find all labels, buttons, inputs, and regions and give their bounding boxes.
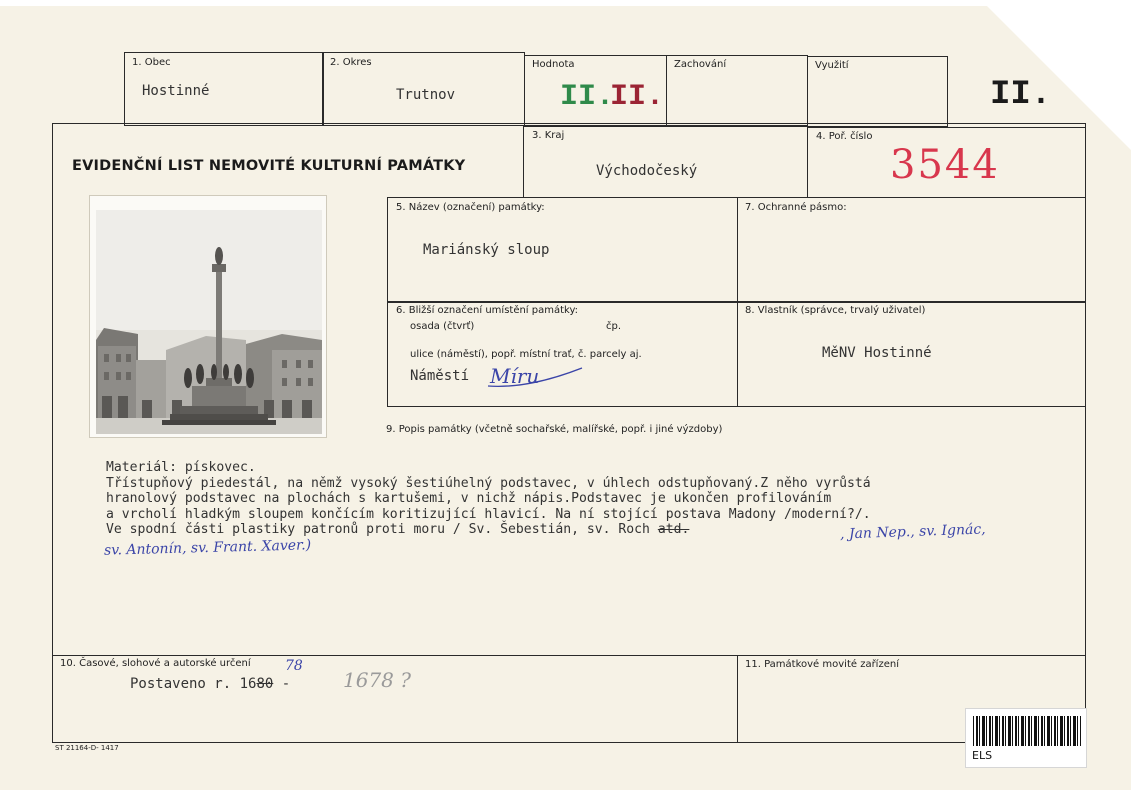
- nazev-value: Mariánský sloup: [423, 242, 550, 258]
- hodnota-stamp-red: II.: [610, 80, 665, 114]
- ochranne-pasmo-label: 7. Ochranné pásmo:: [745, 202, 847, 213]
- umisteni-value: Náměstí: [410, 368, 470, 384]
- urceni-label: 10. Časové, slohové a autorské určení: [60, 658, 251, 669]
- marian-column-photo-icon: [96, 210, 322, 434]
- cp-label: čp.: [606, 321, 622, 332]
- urceni-value: Postaveno r. 1680 -: [130, 676, 291, 692]
- popis-line: hranolový podstavec na plochách s kartušemi, v nichž nápis.Podstavec je ukončen profilováním: [106, 491, 832, 507]
- por-cislo-label: 4. Poř. číslo: [816, 131, 873, 142]
- popis-line: a vrcholí hladkým sloupem končícím koritizující hlavicí. Na ní stojící postava Madony /moderní?/.: [106, 506, 871, 522]
- category-stamp: II.: [990, 76, 1052, 114]
- kraj-box: [523, 125, 808, 198]
- zachovani-label: Zachování: [674, 59, 727, 70]
- zarizeni-label: 11. Památkové movité zařízení: [745, 659, 899, 670]
- monument-photo: [89, 195, 327, 438]
- popis-handwritten-2: sv. Antonín, sv. Frant. Xaver.): [103, 537, 312, 559]
- popis-line: Materiál: pískovec.: [106, 460, 256, 475]
- umisteni-handwritten: Míru: [490, 364, 540, 388]
- obec-label: 1. Obec: [132, 57, 171, 68]
- handwriting-underline-icon: [486, 366, 586, 390]
- urceni-handwritten-note: 1678 ?: [343, 668, 411, 692]
- vyuziti-label: Využití: [815, 60, 849, 71]
- vlastnik-label: 8. Vlastník (správce, trvalý uživatel): [745, 305, 926, 316]
- kraj-value: Východočeský: [596, 163, 698, 179]
- popis-struck: atd.: [657, 522, 690, 538]
- ulice-label: ulice (náměstí), popř. místní trať, č. parcely aj.: [410, 349, 642, 360]
- popis-handwritten-1: , Jan Nep., sv. Ignác,: [839, 521, 986, 543]
- okres-value: Trutnov: [396, 87, 456, 103]
- umisteni-label: 6. Bližší označení umístění památky:: [396, 305, 579, 316]
- barcode-sticker: [965, 708, 1087, 768]
- urceni-struck: 80: [256, 676, 274, 692]
- hodnota-stamp-green: II.: [560, 80, 615, 114]
- popis-line: Ve spodní části plastiky patronů proti moru / Sv. Šebestián, sv. Roch atd.: [106, 522, 690, 538]
- popis-line: Třístupňový piedestál, na němž vysoký šestiúhelný podstavec, v úhlech odstupňovaný.Z něho vyrůstá: [106, 475, 871, 491]
- osada-label: osada (čtvrť): [410, 321, 475, 332]
- kraj-label: 3. Kraj: [532, 130, 565, 141]
- popis-text: [106, 460, 871, 538]
- nazev-label: 5. Název (označení) památky:: [396, 202, 545, 213]
- footer-code: ST 21164-D- 1417: [55, 744, 119, 752]
- barcode-icon: [973, 716, 1081, 746]
- urceni-handwritten-over: 78: [285, 658, 303, 674]
- barcode-label: ELS: [972, 749, 993, 762]
- por-cislo-value: 3544: [890, 142, 1000, 188]
- okres-label: 2. Okres: [330, 57, 372, 68]
- obec-value: Hostinné: [142, 83, 210, 99]
- popis-label: 9. Popis památky (včetně sochařské, malířské, popř. i jiné výzdoby): [386, 424, 723, 435]
- form-title: EVIDENČNÍ LIST NEMOVITÉ KULTURNÍ PAMÁTKY: [72, 158, 466, 174]
- vlastnik-value: MěNV Hostinné: [822, 345, 932, 361]
- hodnota-label: Hodnota: [532, 59, 575, 70]
